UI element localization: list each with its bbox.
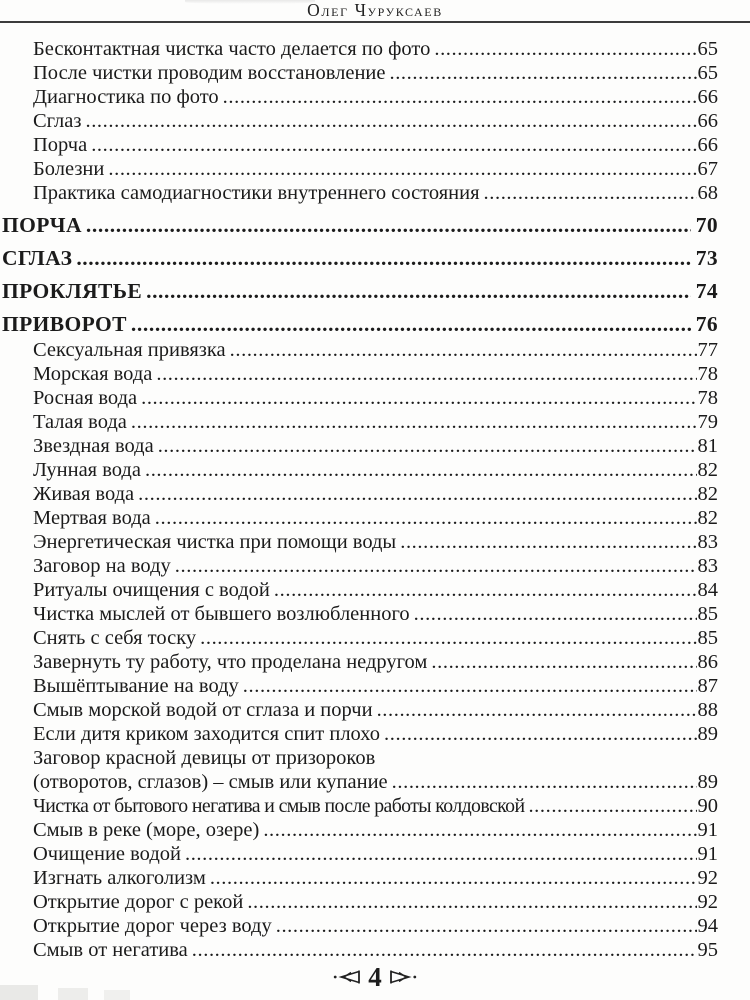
dot-leader — [274, 578, 697, 602]
dot-leader — [434, 37, 696, 61]
toc-entry-title: Смыв морской водой от сглаза и порчи — [33, 699, 373, 721]
toc-page-number: 73 — [695, 246, 718, 270]
dot-leader — [131, 311, 691, 337]
toc-entry-row — [33, 914, 718, 938]
toc-page-number: 82 — [697, 459, 718, 481]
dot-leader — [389, 61, 696, 85]
toc-page-number: 91 — [697, 819, 718, 841]
toc-entry-row — [33, 458, 718, 482]
toc-entry-row — [33, 386, 718, 410]
toc-page-number: 78 — [697, 363, 718, 385]
toc-page-number: 76 — [695, 312, 718, 336]
toc-entry-title: Изгнать алкоголизм — [33, 867, 206, 889]
toc-entry-title: Болезни — [33, 158, 105, 180]
toc-entry-row — [33, 530, 718, 554]
toc-page-number: 66 — [697, 110, 718, 132]
toc-page-number: 83 — [697, 531, 718, 553]
dot-leader — [528, 794, 696, 818]
toc-entry-title: Диагностика по фото — [33, 86, 219, 108]
dot-leader — [158, 434, 697, 458]
toc-entry-title: Сглаз — [33, 110, 82, 132]
toc-entry-title: Снять с себя тоску — [33, 627, 197, 649]
toc-entry-row — [33, 410, 718, 434]
page-footer — [0, 962, 750, 992]
toc-entry-row — [33, 37, 718, 61]
toc-entry-row — [33, 818, 718, 842]
dot-leader — [108, 157, 696, 181]
toc-entry-row — [33, 61, 718, 85]
toc-entry-row — [33, 85, 718, 109]
dot-leader — [276, 914, 697, 938]
dot-leader — [263, 818, 696, 842]
toc-entry-title: Смыв в реке (море, озере) — [33, 819, 260, 841]
dot-leader — [141, 386, 696, 410]
toc-entry-row — [33, 842, 718, 866]
toc-page-number: 70 — [695, 213, 718, 237]
toc-entry-title: Чистка от бытового негатива и смыв после работы колдовской — [33, 795, 525, 817]
toc-page-number: 66 — [697, 134, 718, 156]
toc-entry-row — [33, 674, 718, 698]
toc-entry-title: Порча — [33, 134, 88, 156]
toc-entry-title: (отворотов, сглазов) – смыв или купание — [33, 771, 388, 793]
toc-page-number: 83 — [697, 555, 718, 577]
dot-leader — [210, 866, 697, 890]
toc-page-number: 95 — [697, 939, 718, 961]
toc-entry-title: Ритуалы очищения с водой — [33, 579, 270, 601]
dot-leader — [400, 530, 696, 554]
toc-entry-title: Заговор красной девицы от призороков — [33, 747, 376, 769]
toc-page-number: 81 — [697, 435, 718, 457]
toc-page-number: 85 — [697, 603, 718, 625]
right-arrow-ornament-icon — [389, 969, 417, 985]
toc-page-number: 90 — [697, 795, 718, 817]
dot-leader — [86, 212, 691, 238]
toc-entry-title: Живая вода — [33, 483, 135, 505]
toc-page-number: 67 — [697, 158, 718, 180]
left-arrow-ornament-icon — [333, 969, 361, 985]
dot-leader — [200, 626, 696, 650]
page-number: 4 — [368, 962, 382, 992]
dot-leader — [76, 245, 690, 271]
toc-entry-title: После чистки проводим восстановление — [33, 62, 386, 84]
toc-entry-title: Талая вода — [33, 411, 127, 433]
toc-section-row — [2, 311, 718, 337]
toc-page-number: 89 — [697, 723, 718, 745]
toc-page-number: 68 — [697, 182, 718, 204]
toc-page-number: 92 — [697, 867, 718, 889]
toc-entry-title: Открытие дорог с рекой — [33, 891, 244, 913]
running-header — [0, 0, 750, 20]
toc-page-number: 94 — [697, 915, 718, 937]
dot-leader — [431, 650, 696, 674]
toc-entry-row — [33, 650, 718, 674]
toc-entry-row — [33, 722, 718, 746]
toc-entry-title: Открытие дорог через воду — [33, 915, 272, 937]
dot-leader — [384, 722, 696, 746]
toc-entry-title: ПРОКЛЯТЬЕ — [2, 279, 143, 303]
toc-section-row — [2, 212, 718, 238]
toc-entry-title: Звездная вода — [33, 435, 154, 457]
toc-entry-row — [33, 938, 718, 962]
toc-entry-title: Морская вода — [33, 363, 153, 385]
toc-entry-row — [33, 434, 718, 458]
dot-leader — [156, 362, 696, 386]
header-rule — [0, 21, 750, 23]
table-of-contents — [0, 37, 750, 962]
dot-leader — [484, 181, 697, 205]
dot-leader — [85, 109, 696, 133]
toc-entry-row — [33, 506, 718, 530]
toc-entry-title: Бесконтактная чистка часто делается по фото — [33, 38, 431, 60]
toc-entry-row — [33, 338, 718, 362]
toc-entry-row — [33, 770, 718, 794]
toc-entry-row — [33, 362, 718, 386]
toc-page-number: 86 — [697, 651, 718, 673]
toc-page-number: 82 — [697, 507, 718, 529]
dot-leader — [392, 770, 697, 794]
toc-entry-title: Лунная вода — [33, 459, 141, 481]
author-name: Олег Чуруксаев — [307, 0, 443, 20]
toc-page-number: 78 — [697, 387, 718, 409]
dot-leader — [185, 842, 697, 866]
dot-leader — [155, 506, 697, 530]
toc-entry-title: Сексуальная привязка — [33, 339, 226, 361]
dot-leader — [414, 602, 697, 626]
toc-page-number: 89 — [697, 771, 718, 793]
toc-entry-title: Очищение водой — [33, 843, 181, 865]
toc-entry-row — [33, 482, 718, 506]
toc-page-number: 74 — [695, 279, 718, 303]
toc-entry-title: Энергетическая чистка при помощи воды — [33, 531, 397, 553]
dot-leader — [377, 698, 697, 722]
toc-entry-title: Росная вода — [33, 387, 138, 409]
toc-page-number: 91 — [697, 843, 718, 865]
toc-entry-title: ПРИВОРОТ — [2, 312, 127, 336]
dot-leader — [138, 482, 696, 506]
toc-entry-row — [33, 746, 718, 770]
toc-page-number: 82 — [697, 483, 718, 505]
toc-entry-title: Если дитя криком заходится спит плохо — [33, 723, 381, 745]
toc-entry-row — [33, 698, 718, 722]
toc-entry-row — [33, 133, 718, 157]
toc-entry-row — [33, 109, 718, 133]
toc-section-row — [2, 278, 718, 304]
dot-leader — [243, 674, 697, 698]
toc-page-number: 88 — [697, 699, 718, 721]
toc-entry-row — [33, 157, 718, 181]
toc-entry-title: Мертвая вода — [33, 507, 151, 529]
toc-entry-title: Заговор на воду — [33, 555, 171, 577]
toc-entry-row — [33, 626, 718, 650]
toc-entry-row — [33, 578, 718, 602]
toc-page-number: 66 — [697, 86, 718, 108]
toc-page-number: 79 — [697, 411, 718, 433]
toc-entry-row — [33, 794, 718, 818]
toc-entry-row — [33, 890, 718, 914]
toc-entry-title: ПОРЧА — [2, 213, 82, 237]
dot-leader — [247, 890, 696, 914]
toc-page-number: 84 — [697, 579, 718, 601]
dot-leader — [145, 458, 697, 482]
toc-entry-row — [33, 554, 718, 578]
dot-leader — [91, 133, 696, 157]
toc-entry-row — [33, 181, 718, 205]
toc-entry-title: Смыв от негатива — [33, 939, 188, 961]
toc-entry-title: Чистка мыслей от бывшего возлюбленного — [33, 603, 410, 625]
toc-entry-title: Завернуть ту работу, что проделана недругом — [33, 651, 428, 673]
toc-entry-title: Практика самодиагностики внутреннего состояния — [33, 182, 480, 204]
dot-leader — [175, 554, 697, 578]
toc-page-number: 65 — [697, 62, 718, 84]
toc-section-row — [2, 245, 718, 271]
toc-entry-title: СГЛАЗ — [2, 246, 73, 270]
dot-leader — [192, 938, 697, 962]
dot-leader — [230, 338, 697, 362]
toc-page-number: 92 — [697, 891, 718, 913]
toc-page-number: 87 — [697, 675, 718, 697]
toc-page-number: 77 — [697, 339, 718, 361]
toc-page-number: 65 — [697, 38, 718, 60]
dot-leader — [131, 410, 697, 434]
dot-leader — [223, 85, 697, 109]
toc-page-number: 85 — [697, 627, 718, 649]
toc-entry-row — [33, 866, 718, 890]
toc-entry-row — [33, 602, 718, 626]
dot-leader — [146, 278, 691, 304]
toc-entry-title: Вышёптывание на воду — [33, 675, 239, 697]
